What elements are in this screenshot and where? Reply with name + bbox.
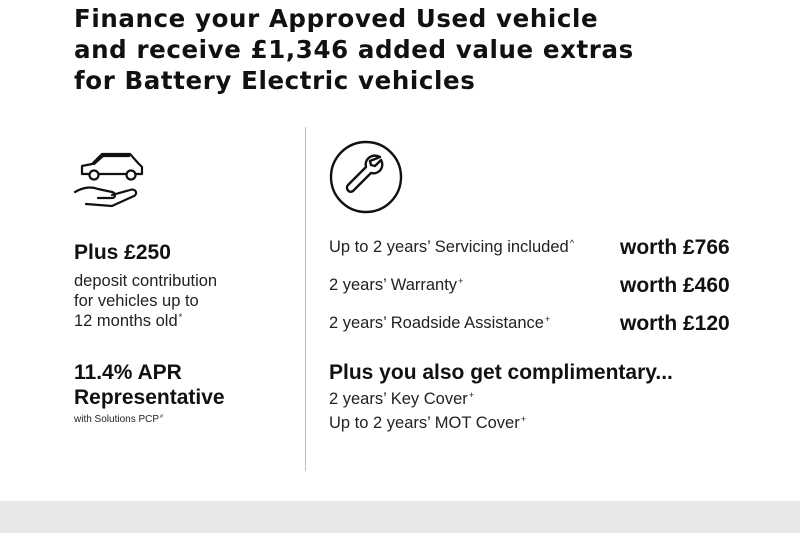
headline-line-2: and receive £1,346 added value extras (74, 35, 634, 64)
apr-note-text: with Solutions PCP (74, 414, 160, 425)
complimentary-title: Plus you also get complimentary... (329, 361, 673, 384)
servicing-footnote-mark: ^ (569, 237, 574, 248)
footer-band (0, 501, 800, 533)
extra-roadside-label (329, 314, 550, 333)
apr-representative (74, 360, 225, 410)
roadside-footnote-mark: + (544, 313, 551, 324)
key-cover-footnote-mark: + (468, 389, 475, 400)
extra-servicing-value: worth £766 (620, 236, 730, 259)
wrench-icon (328, 139, 404, 215)
key-cover-text: 2 years’ Key Cover (329, 390, 468, 408)
extra-servicing-text: Up to 2 years’ Servicing included (329, 238, 569, 256)
warranty-footnote-mark: + (458, 275, 464, 286)
deposit-line-3-text: 12 months old (74, 312, 178, 330)
deposit-line-2: for vehicles up to (74, 292, 199, 310)
extra-warranty (329, 268, 759, 298)
extra-roadside-text: 2 years’ Roadside Assistance (329, 314, 544, 332)
headline (74, 3, 634, 96)
apr-line-1: 11.4% APR (74, 361, 182, 384)
complimentary-key-cover (329, 387, 526, 411)
headline-line-3: for Battery Electric vehicles (74, 66, 476, 95)
complimentary-list (329, 387, 526, 435)
car-in-hand-icon (72, 148, 152, 208)
deposit-line-1: deposit contribution (74, 272, 218, 290)
column-divider (305, 127, 306, 471)
extra-warranty-value: worth £460 (620, 274, 730, 297)
deposit-contribution-details (74, 271, 217, 331)
apr-note (74, 414, 163, 426)
headline-line-1: Finance your Approved Used vehicle (74, 4, 599, 33)
mot-cover-footnote-mark: + (520, 413, 527, 424)
extra-warranty-label (329, 276, 463, 295)
mot-cover-text: Up to 2 years’ MOT Cover (329, 414, 520, 432)
deposit-line-3 (74, 311, 217, 331)
apr-footnote-mark: # (160, 413, 164, 420)
deposit-contribution-title: Plus £250 (74, 241, 171, 264)
extra-servicing-label (329, 238, 574, 257)
complimentary-mot-cover (329, 411, 526, 435)
extra-roadside (329, 306, 759, 336)
apr-line-2: Representative (74, 386, 225, 409)
deposit-footnote-mark: * (178, 311, 183, 322)
extra-servicing (329, 230, 759, 260)
extra-roadside-value: worth £120 (620, 312, 730, 335)
extra-warranty-text: 2 years’ Warranty (329, 276, 458, 294)
